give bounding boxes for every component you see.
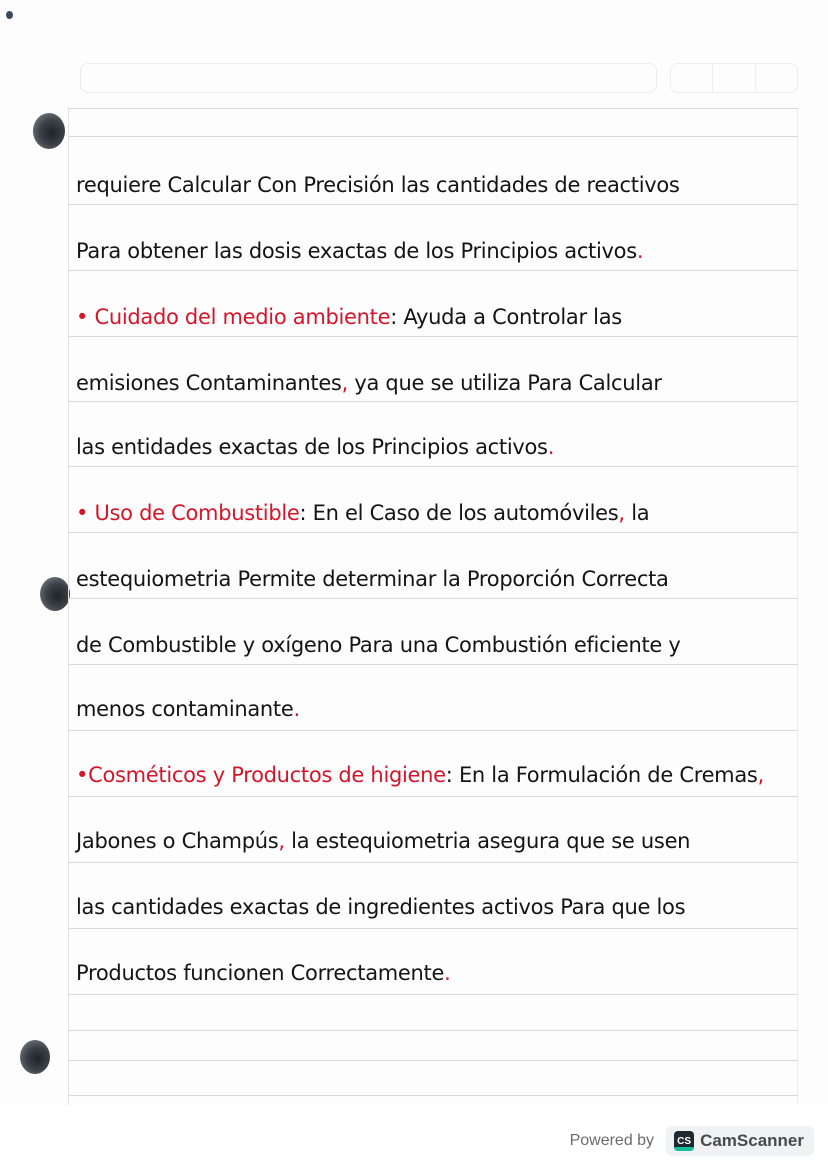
- text-segment: de Combustible y oxígeno Para una Combustión eficiente y: [76, 633, 681, 657]
- punch-hole: [20, 1040, 50, 1074]
- text-segment: Para obtener las dosis exactas de los Principios activos: [76, 239, 637, 263]
- heading-segment: .: [636, 239, 644, 263]
- text-segment: : En la Formulación de Cremas: [445, 763, 758, 787]
- heading-segment: ,: [757, 763, 764, 787]
- heading-segment: .: [293, 697, 300, 721]
- handwritten-line: [76, 892, 806, 922]
- handwritten-line: [76, 564, 806, 594]
- text-segment: las entidades exactas de los Principios activos: [76, 435, 548, 459]
- punch-hole: [33, 113, 65, 149]
- powered-by-label: Powered by: [569, 1132, 655, 1149]
- camscanner-badge[interactable]: [666, 1126, 814, 1156]
- camscanner-logo-icon: CS: [674, 1131, 694, 1151]
- handwritten-line: [76, 630, 806, 660]
- text-segment: Jabones o Champús: [76, 829, 279, 853]
- ruled-line: [68, 664, 798, 665]
- ruled-line: [68, 270, 798, 271]
- text-segment: ya que se utiliza Para Calcular: [347, 371, 662, 395]
- heading-segment: .: [444, 961, 451, 985]
- ruled-line: [68, 862, 798, 863]
- handwritten-line: [76, 302, 806, 332]
- ink-speck: [6, 11, 13, 19]
- handwritten-line: [76, 958, 806, 988]
- ruled-line: [68, 108, 798, 109]
- ruled-line: [68, 204, 798, 205]
- heading-segment: Cosméticos y Productos de higiene: [88, 763, 446, 787]
- camscanner-brand-name: CamScanner: [700, 1131, 804, 1150]
- ruled-line: [68, 598, 798, 599]
- text-segment: : En el Caso de los automóviles: [299, 501, 619, 525]
- handwritten-line: [76, 236, 806, 266]
- ruled-line: [68, 1060, 798, 1061]
- ruled-line: [68, 1030, 798, 1031]
- text-segment: emisiones Contaminantes: [76, 371, 342, 395]
- text-segment: la estequiometria asegura que se usen: [284, 829, 691, 853]
- ruled-line: [68, 336, 798, 337]
- handwritten-line: [76, 368, 806, 398]
- ruled-line: [68, 136, 798, 137]
- text-segment: estequiometria Permite determinar la Proporción Correcta: [76, 567, 669, 591]
- heading-segment: .: [547, 435, 555, 459]
- ruled-line: [68, 796, 798, 797]
- text-segment: la: [624, 501, 650, 525]
- text-segment: requiere Calcular Con Precisión las cantidades de reactivos: [76, 173, 680, 197]
- ruled-line: [68, 466, 798, 467]
- handwritten-line: [76, 432, 806, 462]
- header-date-box: [670, 63, 798, 93]
- punch-hole: [40, 577, 70, 611]
- heading-segment: ,: [278, 829, 285, 853]
- ruled-line: [68, 1095, 798, 1096]
- ruled-line: [68, 994, 798, 995]
- heading-segment: ,: [341, 371, 348, 395]
- heading-segment: Cuidado del medio ambiente: [94, 305, 391, 329]
- ruled-line: [68, 532, 798, 533]
- text-segment: menos contaminante: [76, 697, 294, 721]
- handwritten-line: [76, 170, 806, 200]
- margin-line: [68, 108, 69, 1105]
- handwritten-line: [76, 760, 806, 790]
- text-segment: las cantidades exactas de ingredientes activos Para que los: [76, 895, 686, 919]
- handwritten-line: [76, 498, 806, 528]
- text-segment: : Ayuda a Controlar las: [390, 305, 622, 329]
- heading-segment: •: [76, 763, 89, 787]
- header-title-box: [80, 63, 657, 93]
- ruled-line: [68, 928, 798, 929]
- heading-segment: Uso de Combustible: [94, 501, 300, 525]
- ruled-line: [68, 730, 798, 731]
- text-segment: Productos funcionen Correctamente: [76, 961, 445, 985]
- heading-segment: ,: [618, 501, 625, 525]
- heading-segment: •: [76, 305, 95, 329]
- ruled-line: [68, 401, 798, 402]
- handwritten-line: [76, 694, 806, 724]
- heading-segment: •: [76, 501, 95, 525]
- handwritten-line: [76, 826, 806, 856]
- camscanner-watermark: [570, 1124, 814, 1158]
